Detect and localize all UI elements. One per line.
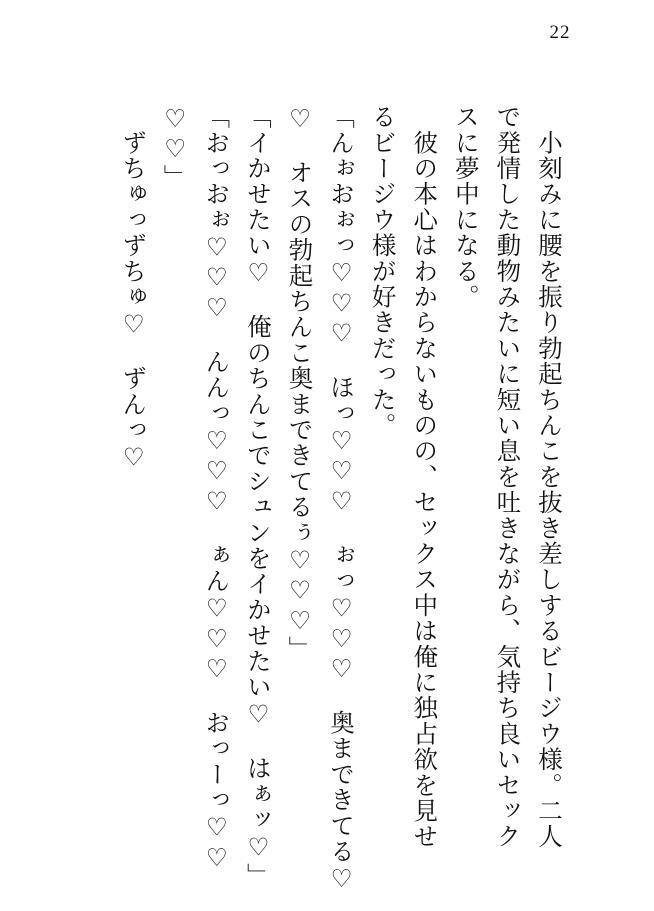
text-line: 「おっおぉ♡♡♡ んんっ♡♡♡ ぁん♡♡♡ おっーっ♡♡ <box>202 104 232 874</box>
vertical-text-body <box>112 104 570 895</box>
page-number: 22 <box>549 22 571 43</box>
text-line: 「んぉおぉっ♡♡♡ ほっ♡♡♡ ぉっ♡♡♡ 奥まできてる♡ <box>327 104 357 895</box>
text-line: ずちゅっずちゅ♡ ずんっ♡ <box>119 104 149 473</box>
text-line: 「イかせたい♡ 俺のちんこでシュンをイかせたい♡ はぁッ♡」 <box>243 104 273 889</box>
text-line: るビージウ様が好きだった。 <box>368 104 398 439</box>
text-line: スに夢中になる。 <box>451 104 481 310</box>
text-line: で発情した動物みたいに短い息を吐きながら、気持ち良いセック <box>493 104 523 850</box>
text-line: 彼の本心はわからないものの、セックス中は俺に独占欲を見せ <box>410 104 440 850</box>
text-line: ♡♡」 <box>160 104 190 191</box>
text-line: 小刻みに腰を振り勃起ちんこを抜き差しするビージウ様。二人 <box>535 104 564 850</box>
text-line: ♡ オスの勃起ちんこ奥まできてるぅ♡♡♡」 <box>285 104 315 662</box>
